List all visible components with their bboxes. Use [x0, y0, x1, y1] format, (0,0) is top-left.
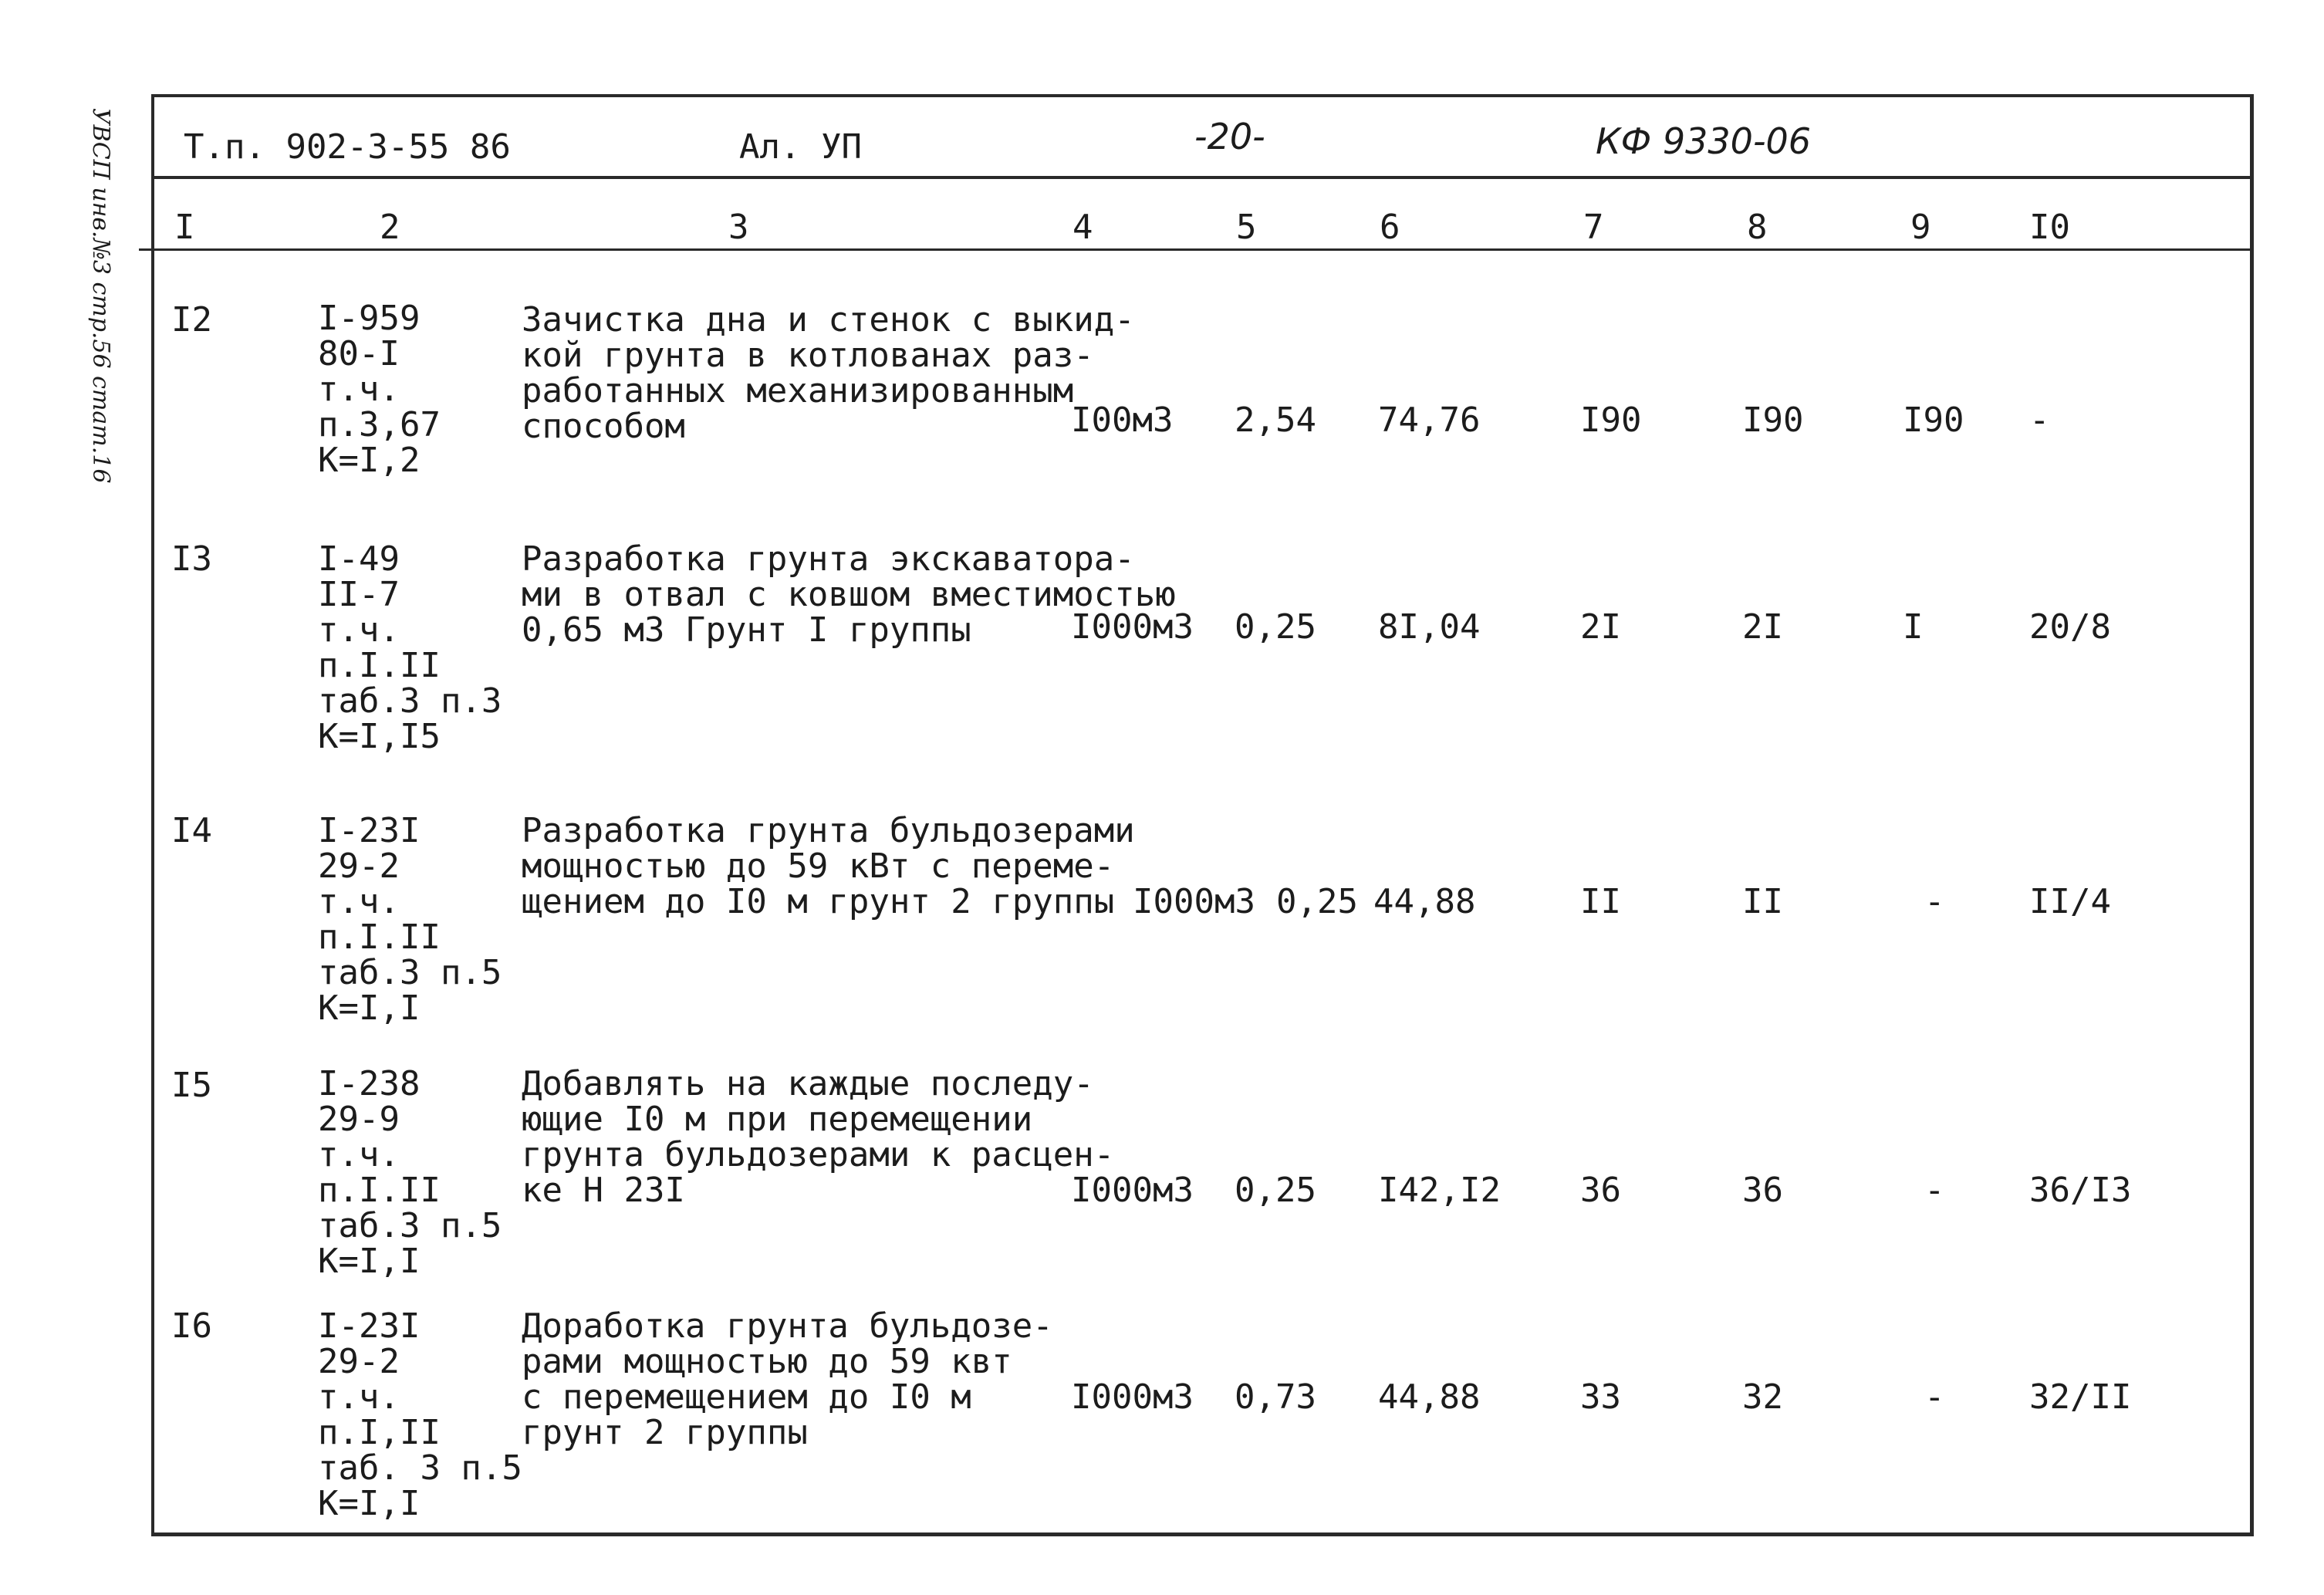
unit-price: I42,I2: [1378, 1171, 1501, 1210]
work-description: Разработка грунта экскаватора- ми в отвал с ковшом вместимостью 0,65 м3 Грунт I группы: [522, 539, 1176, 650]
quantity: 0,73: [1235, 1377, 1316, 1417]
unit: I00м3: [1071, 400, 1174, 440]
project-number: Т.п. 902-3-55 86: [184, 127, 511, 167]
document-code: КФ 9330-06: [1596, 120, 1812, 162]
unit: I000м3: [1071, 1377, 1194, 1417]
quantity: 0,25: [1276, 882, 1358, 921]
column-8-value: II: [1742, 882, 1783, 921]
unit: I000м3: [1133, 882, 1255, 921]
norm-code: I-23I 29-2 т.ч. п.I.II таб.3 п.5 К=I,I: [318, 811, 502, 1028]
work-description: Добавлять на каждые последу- ющие I0 м при перемещении грунта бульдозерами к расцен- ке Н 23I: [522, 1064, 1115, 1210]
column-9-value: -: [1924, 882, 1945, 921]
column-8-value: 32: [1742, 1377, 1783, 1417]
unit-price: 74,76: [1378, 400, 1481, 440]
quantity: 0,25: [1235, 1171, 1316, 1210]
column-10-value: -: [2029, 400, 2050, 440]
columns-divider: [139, 248, 2250, 251]
norm-code: I-23I 29-2 т.ч. п.I,II таб. 3 п.5 К=I,I: [318, 1306, 522, 1523]
page-number: -20-: [1194, 116, 1265, 157]
quantity: 2,54: [1235, 400, 1316, 440]
row-number: I3: [171, 539, 212, 579]
work-description: Разработка грунта бульдозерами мощностью до 59 кВт с переме- щением до I0 м грунт 2 группы: [522, 811, 1135, 921]
unit-price: 44,88: [1373, 882, 1476, 921]
column-7-value: 36: [1580, 1171, 1621, 1210]
column-header-2: 2: [380, 208, 400, 247]
column-8-value: 2I: [1742, 607, 1783, 647]
album-label: Ал. УП: [739, 127, 862, 167]
column-header-7: 7: [1583, 208, 1604, 247]
column-header-1: I: [174, 208, 195, 247]
column-9-value: I: [1903, 607, 1924, 647]
column-header-3: 3: [728, 208, 749, 247]
column-7-value: I90: [1580, 400, 1642, 440]
norm-code: I-959 80-I т.ч. п.3,67 К=I,2: [318, 299, 441, 480]
column-header-9: 9: [1910, 208, 1931, 247]
column-8-value: I90: [1742, 400, 1804, 440]
margin-stamp: [74, 108, 120, 494]
work-description: Зачистка дна и стенок с выкид- кой грунта в котлованах раз- работанных механизированным способом: [522, 300, 1135, 446]
row-number: I6: [171, 1306, 212, 1346]
column-7-value: 33: [1580, 1377, 1621, 1417]
column-header-6: 6: [1380, 208, 1400, 247]
row-number: I2: [171, 300, 212, 340]
unit-price: 44,88: [1378, 1377, 1481, 1417]
column-header-4: 4: [1072, 208, 1093, 247]
column-header-5: 5: [1236, 208, 1257, 247]
column-10-value: II/4: [2029, 882, 2111, 921]
column-8-value: 36: [1742, 1171, 1783, 1210]
unit: I000м3: [1071, 607, 1194, 647]
column-7-value: 2I: [1580, 607, 1621, 647]
work-description: Доработка грунта бульдозе- рами мощностью до 59 квт с перемещением до I0 м грунт 2 группы: [522, 1306, 1053, 1452]
column-9-value: I90: [1903, 400, 1964, 440]
column-header-10: I0: [2029, 208, 2070, 247]
margin-note: УВСП инв.№3 стр.56 стат.16: [87, 108, 114, 484]
column-9-value: -: [1924, 1377, 1945, 1417]
column-7-value: II: [1580, 882, 1621, 921]
column-10-value: 32/II: [2029, 1377, 2132, 1417]
norm-code: I-49 II-7 т.ч. п.I.II таб.3 п.3 К=I,I5: [318, 539, 502, 756]
column-10-value: 36/I3: [2029, 1171, 2132, 1210]
row-number: I5: [171, 1066, 212, 1105]
column-header-8: 8: [1747, 208, 1768, 247]
norm-code: I-238 29-9 т.ч. п.I.II таб.3 п.5 К=I,I: [318, 1064, 502, 1281]
column-10-value: 20/8: [2029, 607, 2111, 647]
quantity: 0,25: [1235, 607, 1316, 647]
header-divider: [151, 176, 2250, 179]
unit-price: 8I,04: [1378, 607, 1481, 647]
unit: I000м3: [1071, 1171, 1194, 1210]
row-number: I4: [171, 811, 212, 850]
column-9-value: -: [1924, 1171, 1945, 1210]
